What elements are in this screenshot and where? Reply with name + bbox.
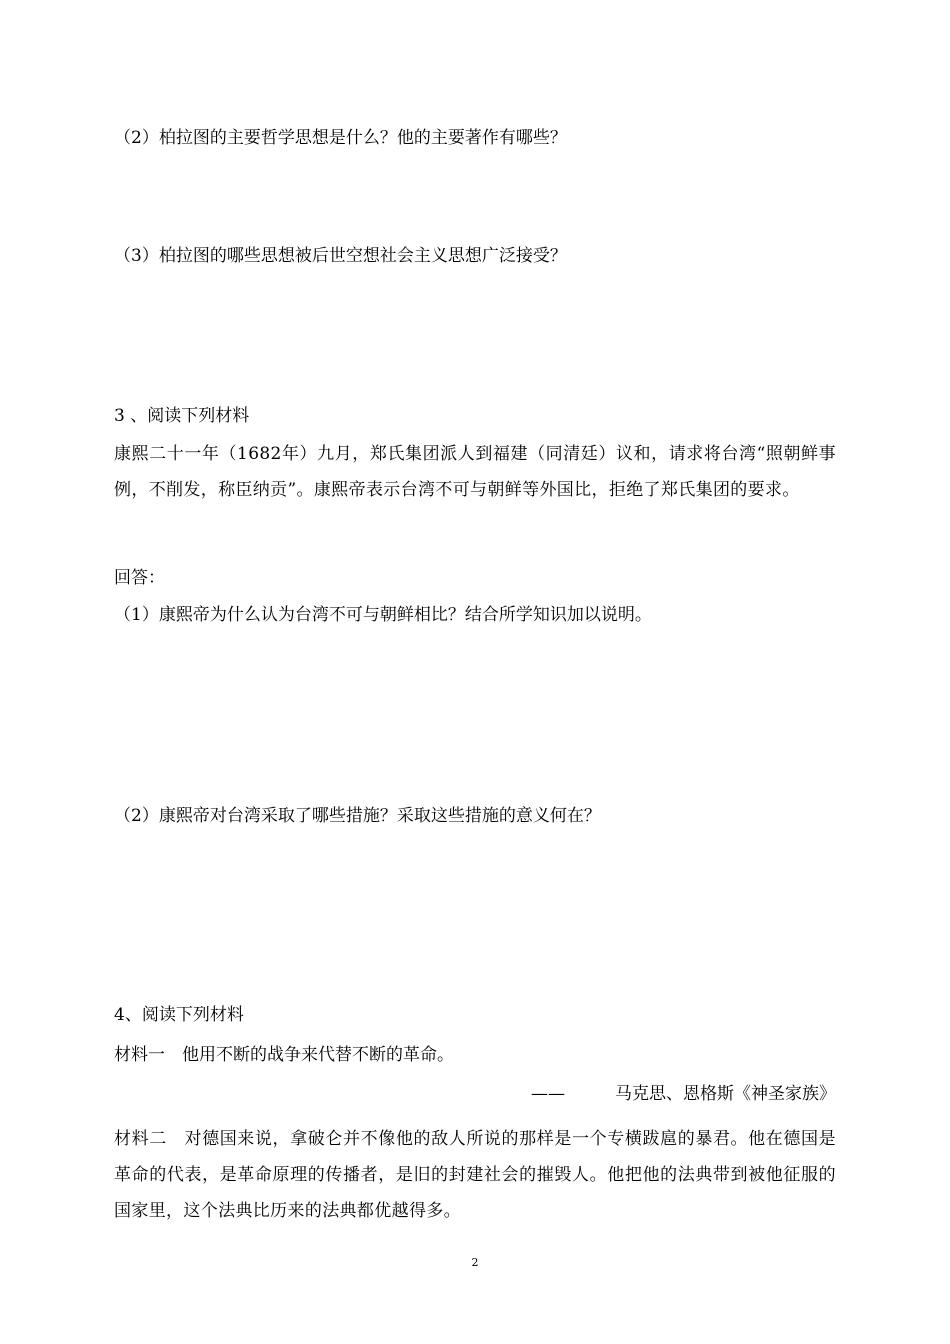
question-4-material-1: 材料一 他用不断的战争来代替不断的革命。: [114, 1045, 454, 1065]
question-3-answer-label: 回答：: [114, 568, 165, 588]
question-3-material: 康熙二十一年（1682年）九月，郑氏集团派人到福建（同清廷）议和，请求将台湾“照朝鲜事例，不削发，称臣纳贡”。康熙帝表示台湾不可与朝鲜等外国比，拒绝了郑氏集团的要求。: [114, 444, 836, 500]
question-3-part-1: （1）康熙帝为什么认为台湾不可与朝鲜相比？结合所学知识加以说明。: [114, 605, 652, 625]
source-citation: 马克思、恩格斯《神圣家族》: [615, 1084, 836, 1104]
source-dash: ——: [531, 1084, 565, 1104]
question-2-part-3: （3）柏拉图的哪些思想被后世空想社会主义思想广泛接受？: [114, 246, 567, 266]
question-4-material-2: 材料二 对德国来说，拿破仑并不像他的敌人所说的那样是一个专横跋扈的暴君。他在德国是革命的代表，是革命原理的传播者，是旧的封建社会的摧毁人。他把他的法典带到被他征服的国家里，这个法典比历来的法典都优越得多。: [114, 1129, 836, 1221]
question-3-heading: 3 、阅读下列材料: [114, 406, 250, 426]
page-number: 2: [471, 1256, 479, 1269]
question-3-part-2: （2）康熙帝对台湾采取了哪些措施？采取这些措施的意义何在？: [114, 806, 601, 826]
question-4-heading: 4、阅读下列材料: [114, 1005, 244, 1025]
question-2-part-2: （2）柏拉图的主要哲学思想是什么？他的主要著作有哪些？: [114, 128, 567, 148]
material-1-source: [531, 1082, 836, 1106]
